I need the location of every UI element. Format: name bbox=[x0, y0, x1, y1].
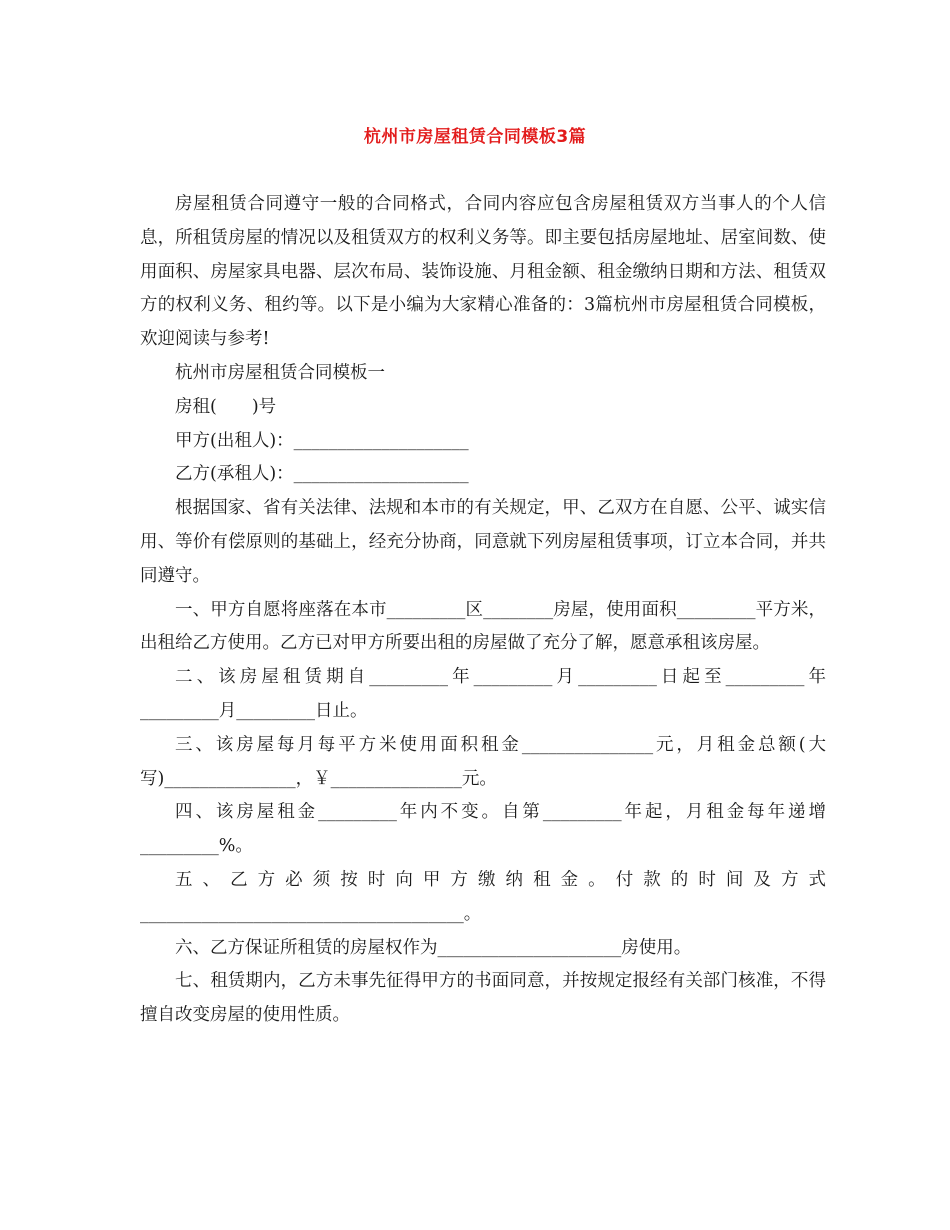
clause-3: 三、该房屋每月每平方米使用面积租金_______________元，月租金总额(大写)_______________，￥_______________元。 bbox=[140, 734, 826, 789]
intro-paragraph: 房屋租赁合同遵守一般的合同格式，合同内容应包含房屋租赁双方当事人的个人信息，所租赁房屋的情况以及租赁双方的权利义务等。即主要包括房屋地址、居室间数、使用面积、房屋家具电器、层次布局、装饰设施、月租金额、租金缴纳日期和方法、租赁双方的权利义务、租约等。以下是小编为大家精心准备的：3篇杭州市房屋租赁合同模板，欢迎阅读与参考! bbox=[140, 194, 826, 350]
contract-number: 房租( )号 bbox=[175, 396, 277, 417]
template-heading: 杭州市房屋租赁合同模板一 bbox=[175, 362, 385, 383]
clause-4: 四、该房屋租金_________年内不变。自第_________年起，月租金每年递增_________%。 bbox=[140, 802, 826, 857]
clause-5: 五、乙方必须按时向甲方缴纳租金。付款的时间及方式_____________________________________。 bbox=[140, 869, 826, 924]
party-a-line: 甲方(出租人)：____________________ bbox=[175, 430, 469, 451]
clause-7: 七、租赁期内，乙方未事先征得甲方的书面同意，并按规定报经有关部门核准，不得擅自改变房屋的使用性质。 bbox=[140, 971, 826, 1026]
document-body bbox=[140, 188, 826, 1033]
clause-6: 六、乙方保证所租赁的房屋权作为_____________________房使用。 bbox=[175, 937, 692, 958]
party-b-line: 乙方(承租人)：____________________ bbox=[175, 464, 469, 485]
document-title: 杭州市房屋租赁合同模板3篇 bbox=[363, 127, 587, 147]
clause-2: 二、该房屋租赁期自_________年_________月_________日起至_________年_________月_________日止。 bbox=[140, 667, 826, 721]
preamble-paragraph: 根据国家、省有关法律、法规和本市的有关规定，甲、乙双方在自愿、公平、诚实信用、等价有偿原则的基础上，经充分协商，同意就下列房屋租赁事项，订立本合同，并共同遵守。 bbox=[140, 498, 826, 586]
clause-1: 一、甲方自愿将座落在本市_________区________房屋，使用面积_________平方米，出租给乙方使用。乙方已对甲方所要出租的房屋做了充分了解，愿意承租该房屋。 bbox=[140, 599, 826, 654]
